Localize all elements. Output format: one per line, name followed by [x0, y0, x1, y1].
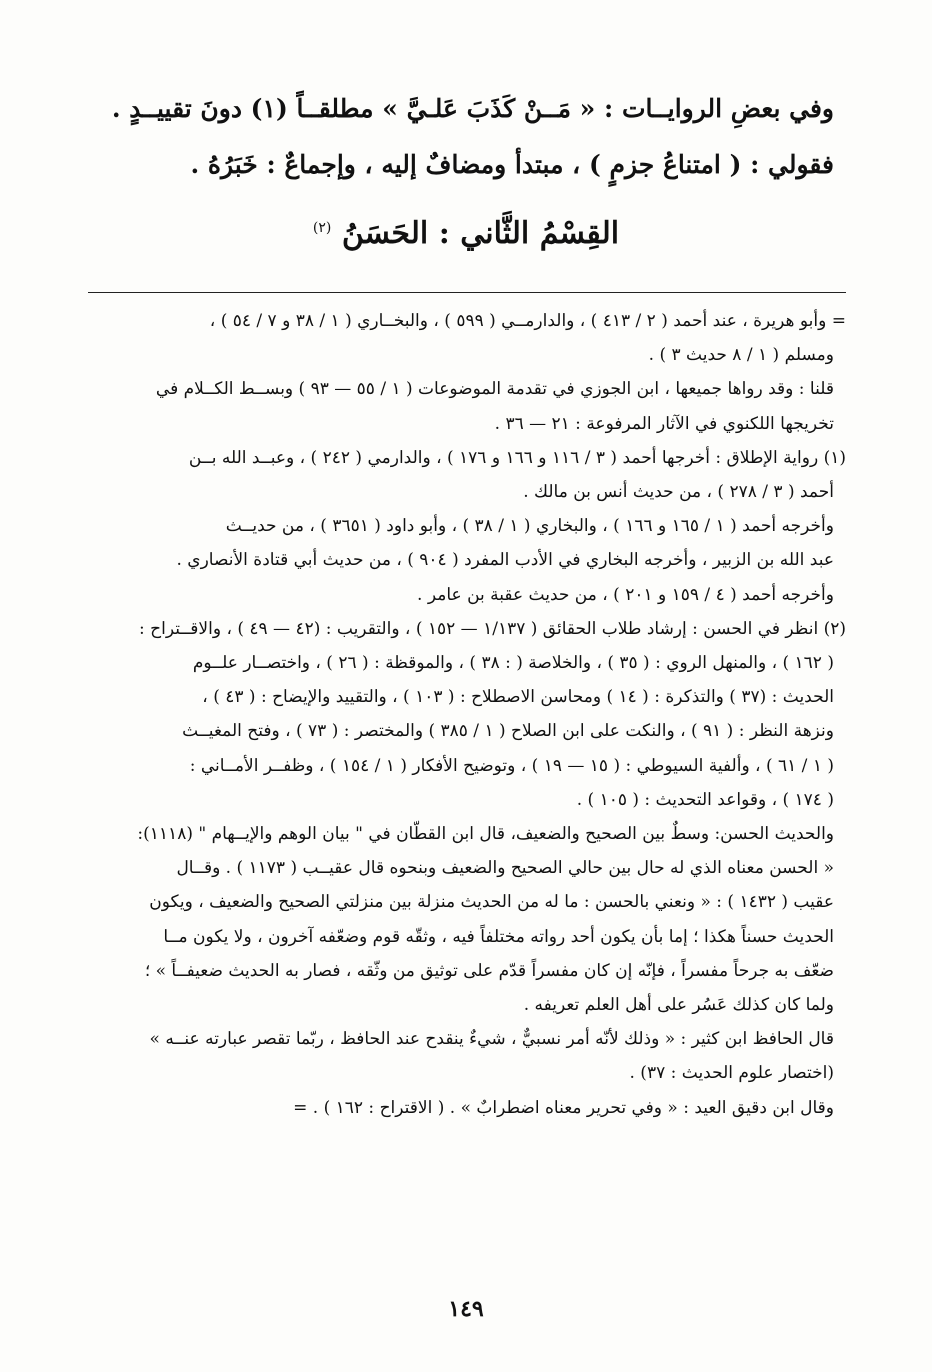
footnote-line: الحديث : (٣٧ ) والتذكرة : ( ١٤ ) ومحاسن الاصطلاح : ( ١٠٣ ) ، والتقييد والإيضاح : ( ٤٣ ) ،	[202, 687, 834, 708]
footnote-line: عبد الله بن الزبير ، وأخرجه البخاري في الأدب المفرد ( ٩٠٤ ) ، من حديث أبي قتادة الأنصاري .	[176, 550, 834, 571]
footnote-line: ( ١٦٢ ) ، والمنهل الروي : ( ٣٥ ) ، والخلاصة ( : ٣٨ ) ، والموقظة : ( ٢٦ ) ، واختصــار علــوم	[192, 653, 834, 674]
footnote-line: تخريجها اللكنوي في الآثار المرفوعة : ٢١ — ٣٦ .	[494, 413, 834, 434]
footnote-line: عقيب ( ١٤٣٢ ) : « ونعني بالحسن : ما له من الحديث منزلة بين منزلتي الصحيح والضعيف ، ويكون	[149, 892, 834, 913]
section-heading-title: القِسْمُ الثَّاني : الحَسَنُ	[341, 216, 620, 251]
footnote-line: ( ١ / ٦١ ) ، وألفية السيوطي : ( ١٥ — ١٩ ) ، وتوضيح الأفكار ( ١ / ١٥٤ ) ، وظفــر الأمــاني :	[189, 755, 834, 776]
footnote-line: = وأبو هريرة ، عند أحمد ( ٢ / ٤١٣ ) ، والدارمــي ( ٥٩٩ ) ، والبخــاري ( ١ / ٣٨ و ٧ / ٥٤ ) ،	[209, 311, 846, 331]
footnote-line: أحمد ( ٣ / ٢٧٨ ) ، من حديث أنس بن مالك .	[523, 482, 834, 503]
page-number: ١٤٩	[448, 1296, 484, 1322]
section-heading	[0, 216, 932, 251]
footnote-line: الحديث حسناً هكذا ؛ إما بأن يكون أحد رواته مختلفاً فيه ، وثقّه قوم وضعّفه آخرون ، ولا يكون مــا	[163, 926, 834, 947]
footnote-line: (١) رواية الإطلاق : أخرجها أحمد ( ٣ / ١١٦ و ١٦٦ و ١٧٦ ) ، والدارمي ( ٢٤٢ ) ، وعبــد الله بــن	[188, 447, 846, 468]
footnote-line: وقال ابن دقيق العيد : « وفي تحرير معناه اضطرابٌ » . ( الاقتراح : ١٦٢ ) . =	[293, 1097, 834, 1118]
section-heading-footnote-ref: (٢)	[312, 220, 332, 236]
footnote-line: قلنا : وقد رواها جميعها ، ابن الجوزي في تقدمة الموضوعات ( ١ / ٥٥ — ٩٣ ) وبســط الكــلام في	[155, 379, 834, 400]
main-text-line-2: فقولي : ( امتناعُ جزمٍ ) ، مبتدأ ومضافٌ إليه ، وإجماعٌ : خَبَرُهُ .	[190, 150, 834, 179]
footnote-line: وأخرجه أحمد ( ١ / ١٦٥ و ١٦٦ ) ، والبخاري ( ١ / ٣٨ ) ، وأبو داود ( ٣٦٥١ ) ، من حديــث	[225, 516, 834, 537]
footnote-line: ولما كان كذلك عَسُر على أهل العلم تعريفه .	[523, 995, 834, 1016]
footnote-separator	[88, 292, 846, 293]
footnote-line: قال الحافظ ابن كثير : « وذلك لأنّه أمر نسبيٌّ ، شيءٌ ينقدح عند الحافظ ، ربّما تقصر عبارته عنــه »	[149, 1029, 834, 1050]
footnote-line: (اختصار علوم الحديث : ٣٧) .	[629, 1063, 834, 1084]
footnote-line: والحديث الحسن: وسطٌ بين الصحيح والضعيف، قال ابن القطّان في " بيان الوهم والإيــهام " (١١١٨):	[137, 824, 834, 845]
footnotes	[78, 304, 846, 1125]
main-text-line-1: وفي بعضِ الروايــات : « مَــنْ كَذَبَ عَلـيَّ » مطلقــاً (١) دونَ تقييــدٍ .	[111, 94, 834, 123]
footnote-line: ونزهة النظر : ( ٩١ ) ، والنكت على ابن الصلاح ( ١ / ٣٨٥ ) والمختصر : ( ٧٣ ) ، وفتح المغيــث	[182, 721, 834, 742]
footnote-line: (٢) انظر في الحسن : إرشاد طلاب الحقائق ( ١/١٣٧ — ١٥٢ ) ، والتقريب : (٤٢ — ٤٩ ) ، والاقــتراح :	[138, 618, 846, 639]
footnote-line: ضعّف به جرحاً مفسراً ، فإنّه إن كان مفسراً قدّم على توثيق من وثّقه ، فصار به الحديث ضعيفــاً » ؛	[144, 960, 834, 981]
footnote-line: ومسلم ( ١ / ٨ حديث ٣ ) .	[648, 345, 834, 366]
footnote-line: « الحسن معناه الذي له حال بين حالي الصحيح والضعيف وبنحوه قال عقيــب ( ١١٧٣ ) . وقــال	[176, 858, 834, 879]
footnote-line: وأخرجه أحمد ( ٤ / ١٥٩ و ٢٠١ ) ، من حديث عقبة بن عامر .	[417, 584, 834, 605]
footnote-line: ( ١٧٤ ) ، وقواعد التحديث : ( ١٠٥ ) .	[576, 789, 834, 810]
